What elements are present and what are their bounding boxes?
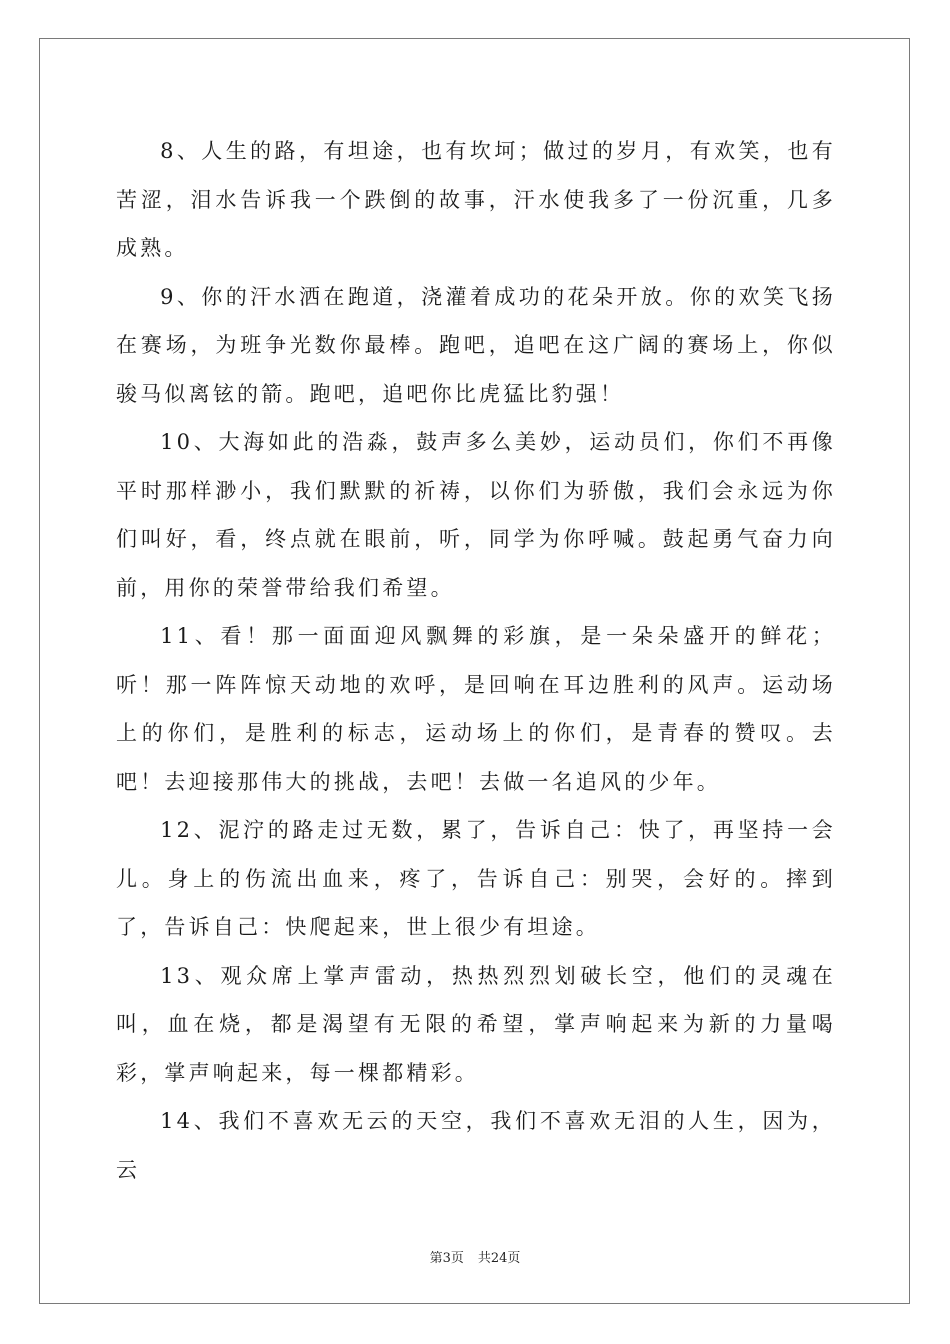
paragraph-9: 9、你的汗水洒在跑道，浇灌着成功的花朵开放。你的欢笑飞扬在赛场，为班争光数你最棒。跑吧，追吧在这广阔的赛场上，你似骏马似离铉的箭。跑吧，追吧你比虎猛比豹强！	[116, 284, 836, 406]
page-footer	[0, 1247, 950, 1266]
paragraph-8: 8、人生的路，有坦途，也有坎坷；做过的岁月，有欢笑，也有苦涩，泪水告诉我一个跌倒的故事，汗水使我多了一份沉重，几多成熟。	[116, 139, 836, 260]
paragraph-13: 13、观众席上掌声雷动，热热烈烈划破长空，他们的灵魂在叫，血在烧，都是渴望有无限的希望，掌声响起来为新的力量喝彩，掌声响起来，每一棵都精彩。	[116, 963, 836, 1085]
paragraph-12: 12、泥泞的路走过无数，累了，告诉自己：快了，再坚持一会儿。身上的伤流出血来，疼了，告诉自己：别哭，会好的。摔到了，告诉自己：快爬起来，世上很少有坦途。	[116, 818, 836, 939]
paragraph-10: 10、大海如此的浩淼，鼓声多么美妙，运动员们，你们不再像平时那样渺小，我们默默的祈祷，以你们为骄傲，我们会永远为你们叫好，看，终点就在眼前，听，同学为你呼喊。鼓起勇气奋力向前，用你的荣誉带给我们希望。	[116, 430, 836, 600]
page-total: 共24页	[477, 1251, 521, 1266]
page-number: 第3页	[429, 1251, 464, 1266]
paragraph-14: 14、我们不喜欢无云的天空，我们不喜欢无泪的人生，因为，云	[116, 1109, 836, 1182]
document-body	[116, 127, 836, 1194]
paragraph-11: 11、看！那一面面迎风飘舞的彩旗，是一朵朵盛开的鲜花；听！那一阵阵惊天动地的欢呼，是回响在耳边胜利的风声。运动场上的你们，是胜利的标志，运动场上的你们，是青春的赞叹。去吧！去迎接那伟大的挑战，去吧！去做一名追风的少年。	[116, 624, 836, 794]
